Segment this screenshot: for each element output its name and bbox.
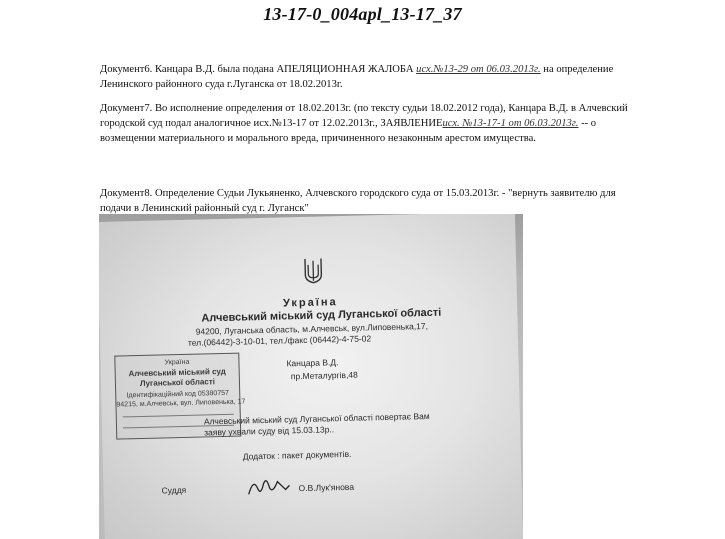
country-heading: Україна — [282, 296, 338, 310]
paper-sheet — [99, 214, 523, 539]
paragraph-text: Документ6. Канцара В.Д. была подана АПЕЛЯЦИОННАЯ ЖАЛОБА — [100, 64, 417, 75]
paragraph-text: на определение Ленинского районного суда г.Луганска от 18.02.2013г. — [100, 64, 614, 90]
document-photo — [99, 214, 523, 539]
attachment-note: Додаток : пакет документів. — [242, 448, 352, 462]
stamp-text: Луганської області — [139, 377, 216, 388]
paragraph-document6 — [100, 62, 630, 92]
stamp-text: 94215, м.Алчевськ, вул. Липовенька, 17 — [116, 398, 246, 409]
court-heading: Алчевський міський суд Луганської області — [201, 306, 442, 325]
document-reference-link[interactable]: исх. №13-17-1 от 06.03.2013г. — [442, 118, 579, 129]
stamp-text: Алчевський міський суд — [128, 366, 226, 379]
signature-icon — [245, 473, 292, 498]
paragraph-text: -- о возмещении материального и морального вреда, причиненного незаконным арестом имущества. — [100, 118, 597, 144]
court-address: 94200, Луганська область, м.Алчевськ, вул.Липовенька,17, — [195, 320, 429, 337]
letter-body: Алчевський міський суд Луганської області повертає Вам — [203, 410, 430, 427]
signer-name: О.В.Лук'янова — [298, 481, 355, 494]
stamp-text: Україна — [164, 358, 190, 367]
addressee-name: Канцара В.Д. — [286, 357, 339, 369]
page-title: 13-17-0_004apl_13-17_37 — [263, 4, 462, 24]
addressee-address: пр.Металургів,48 — [290, 369, 358, 382]
document-reference-link[interactable]: исх.№13-29 от 06.03.2013г. — [416, 64, 541, 75]
trident-crest-icon — [303, 256, 324, 284]
paragraph-document7 — [100, 101, 630, 146]
signer-role: Суддя — [161, 484, 187, 496]
letter-body: заяву ухвали суду від 15.03.13р.. — [204, 424, 335, 438]
stamp-text: Ідентифікаційний код 05380757 — [126, 389, 230, 400]
paragraph-text: Документ7. Во исполнение определения от 18.02.2013г. (по тексту судьи 18.02.2012 года), Канцара В.Д. в Алчевский городской суд подал аналогичное исх.№13-17 от 12.02.2013г., ЗАЯВЛЕНИЕ — [100, 103, 628, 129]
paragraph-document8: Документ8. Определение Судьи Лукьяненко, Алчевского городского суда от 15.03.2013г. - "вернуть заявителю для подачи в Ленинский районный суд г. Луганск" — [100, 188, 616, 214]
court-phone: тел.(06442)-3-10-01, тел./факс (06442)-4-75-02 — [187, 333, 372, 348]
